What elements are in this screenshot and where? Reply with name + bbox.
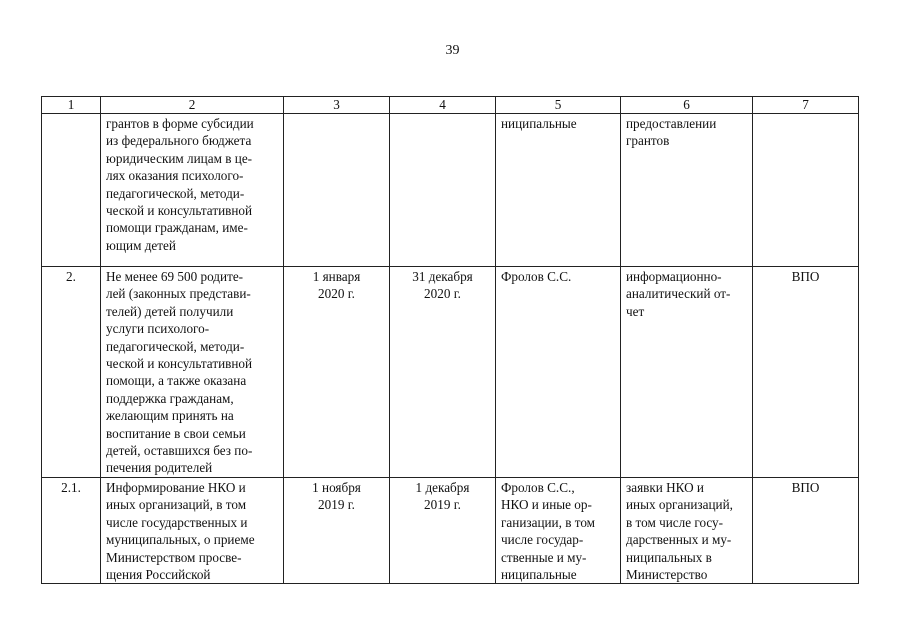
header-col-2: 2: [101, 97, 284, 114]
cell-responsible: Фролов С.С.: [496, 267, 621, 478]
cell-control: [753, 114, 859, 267]
cell-end-date: 31 декабря 2020 г.: [390, 267, 496, 478]
cell-result: заявки НКО и иных организаций, в том числе госу- дарственных и му- ниципальных в Министерство: [621, 477, 753, 583]
cell-start-date: 1 ноября 2019 г.: [284, 477, 390, 583]
table-row: [42, 477, 859, 583]
cell-event: грантов в форме субсидии из федерального бюджета юридическим лицам в це- лях оказания психолого- педагогической, методи- ческой и консультативной помощи гражданам, име- ющим детей: [101, 114, 284, 267]
cell-responsible: Фролов С.С., НКО и иные ор- ганизации, в том числе государ- ственные и му- ниципальные: [496, 477, 621, 583]
header-col-1: 1: [42, 97, 101, 114]
cell-result: предоставлении грантов: [621, 114, 753, 267]
table-row: [42, 114, 859, 267]
header-col-5: 5: [496, 97, 621, 114]
cell-start-date: [284, 114, 390, 267]
plan-table: [41, 96, 859, 584]
header-col-7: 7: [753, 97, 859, 114]
cell-number: 2.1.: [42, 477, 101, 583]
cell-end-date: 1 декабря 2019 г.: [390, 477, 496, 583]
header-col-6: 6: [621, 97, 753, 114]
cell-number: [42, 114, 101, 267]
cell-control: ВПО: [753, 267, 859, 478]
cell-end-date: [390, 114, 496, 267]
page-number: 39: [445, 43, 460, 58]
table-row: [42, 267, 859, 478]
cell-number: 2.: [42, 267, 101, 478]
cell-event: Информирование НКО и иных организаций, в том числе государственных и муниципальных, о приеме Министерством просве- щения Российской: [101, 477, 284, 583]
header-col-4: 4: [390, 97, 496, 114]
cell-control: ВПО: [753, 477, 859, 583]
cell-result: информационно- аналитический от- чет: [621, 267, 753, 478]
header-col-3: 3: [284, 97, 390, 114]
cell-responsible: ниципальные: [496, 114, 621, 267]
header-row: [42, 97, 859, 114]
cell-event: Не менее 69 500 родите- лей (законных представи- телей) детей получили услуги психолого- педагогической, методи- ческой и консультативной помощи, а также оказана поддержка гражданам, желающим принять на воспитание в свои семьи детей, оставшихся без по- печения родителей: [101, 267, 284, 478]
cell-start-date: 1 января 2020 г.: [284, 267, 390, 478]
